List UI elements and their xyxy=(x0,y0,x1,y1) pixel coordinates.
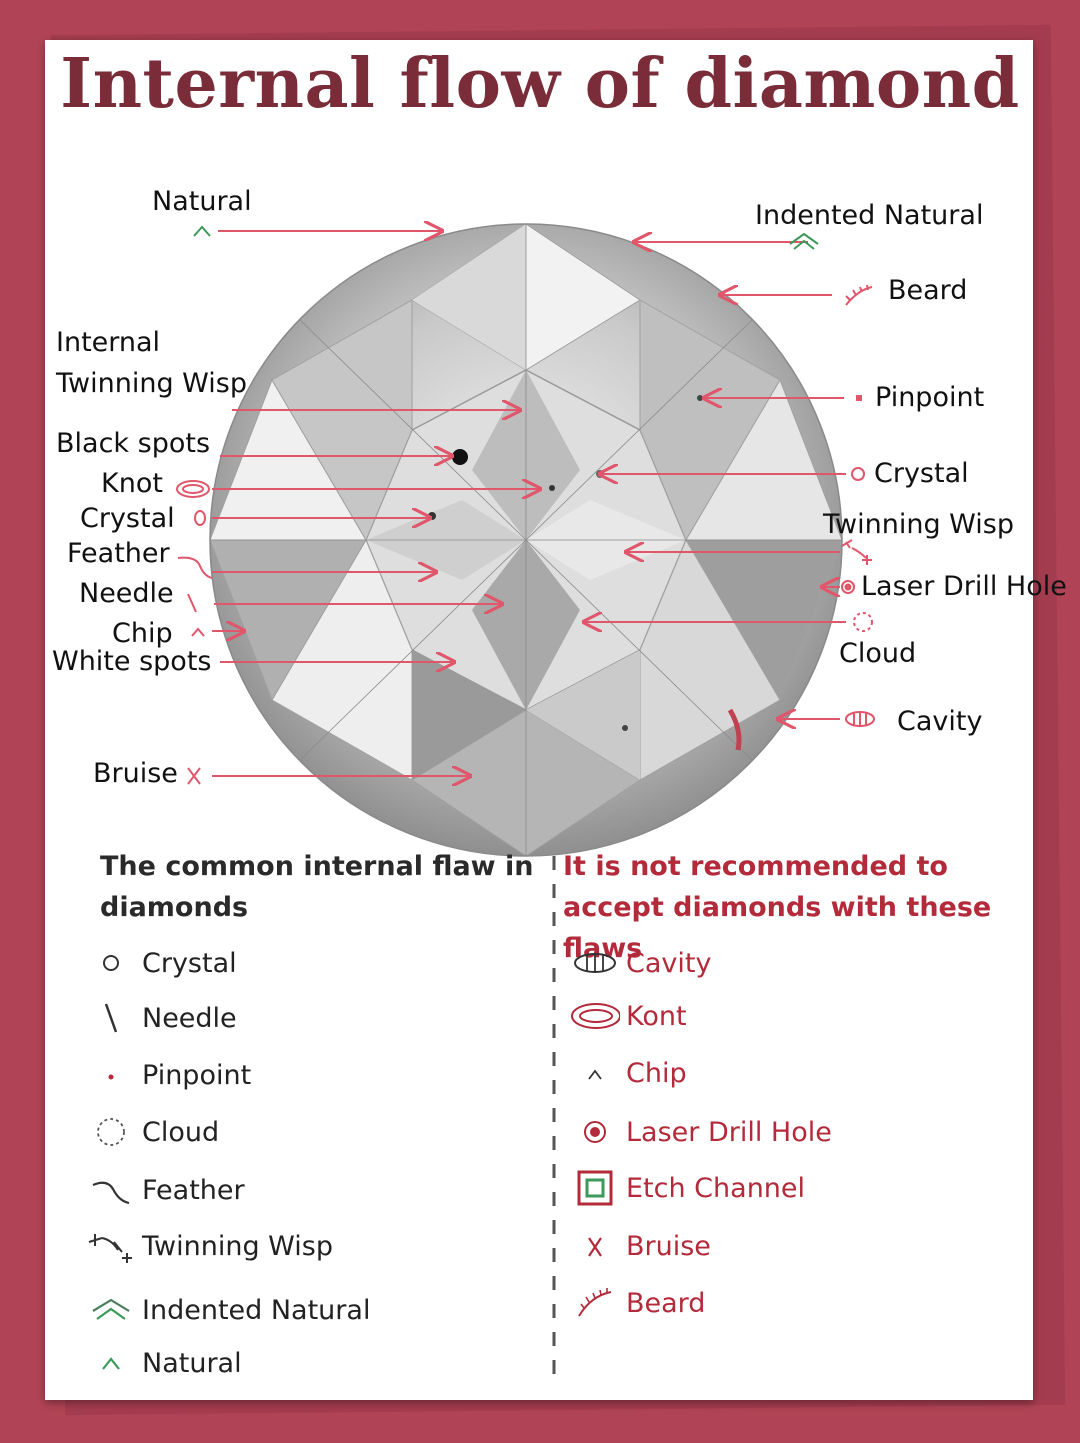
natural-icon xyxy=(86,1343,136,1383)
legend-item-crystal xyxy=(86,943,237,983)
legend-item-chip xyxy=(570,1053,687,1093)
legend-label: Twinning Wisp xyxy=(142,1230,333,1262)
legend-label: Crystal xyxy=(142,947,237,979)
legend-label: Natural xyxy=(142,1347,242,1379)
pinpoint-icon xyxy=(86,1055,136,1095)
label-crystal-left: Crystal xyxy=(80,503,175,534)
etch-channel-icon xyxy=(570,1168,620,1208)
label-twinning-wisp-right: Twinning Wisp xyxy=(823,509,1014,540)
legend-item-twinning-wisp xyxy=(86,1226,333,1266)
laser-drill-hole-icon xyxy=(570,1112,620,1152)
legend-item-etch-channel xyxy=(570,1168,805,1208)
cavity-icon xyxy=(570,943,620,983)
label-twinning-wisp-left: Twinning Wisp xyxy=(56,368,247,399)
legend-item-bruise xyxy=(570,1226,711,1266)
legend-label: Etch Channel xyxy=(626,1172,806,1204)
section-divider xyxy=(548,856,560,1386)
indented-natural-icon xyxy=(86,1290,136,1330)
legend-item-pinpoint xyxy=(86,1055,251,1095)
legend-label: Bruise xyxy=(626,1230,711,1262)
label-internal: Internal xyxy=(56,327,161,358)
label-chip: Chip xyxy=(112,618,173,649)
twinning-wisp-icon xyxy=(86,1226,136,1266)
legend-item-cavity xyxy=(570,943,711,983)
legend-label: Feather xyxy=(142,1174,245,1206)
label-beard: Beard xyxy=(888,275,968,306)
legend-item-feather xyxy=(86,1170,245,1210)
label-feather: Feather xyxy=(67,538,170,569)
label-crystal-right: Crystal xyxy=(874,458,969,489)
label-pinpoint: Pinpoint xyxy=(875,382,985,413)
legend-label: Kont xyxy=(626,1000,687,1032)
beard-icon xyxy=(570,1283,620,1323)
legend-item-needle xyxy=(86,998,237,1038)
diamond-image xyxy=(210,224,842,856)
legend-label: Beard xyxy=(626,1287,706,1319)
label-needle: Needle xyxy=(79,578,174,609)
label-cloud: Cloud xyxy=(839,638,917,669)
legend-label: Chip xyxy=(626,1057,687,1089)
label-natural: Natural xyxy=(152,186,252,217)
legend-label: Indented Natural xyxy=(142,1294,371,1326)
bruise-icon xyxy=(570,1226,620,1266)
legend-item-laser-drill-hole xyxy=(570,1112,832,1152)
page-title: Internal flow of diamond xyxy=(60,44,1020,124)
legend-item-knot xyxy=(570,996,687,1036)
legend-label: Pinpoint xyxy=(142,1059,252,1091)
label-bruise: Bruise xyxy=(93,758,178,789)
legend-label: Cloud xyxy=(142,1116,220,1148)
cloud-icon xyxy=(86,1112,136,1152)
needle-icon xyxy=(86,998,136,1038)
label-laser-drill-hole: Laser Drill Hole xyxy=(861,571,1067,602)
label-black-spots: Black spots xyxy=(56,428,211,459)
legend-item-beard xyxy=(570,1283,705,1323)
not-recommended-heading: It is not recommended to accept diamonds with these flaws xyxy=(563,851,992,964)
legend-item-cloud xyxy=(86,1112,219,1152)
legend-item-natural xyxy=(86,1343,242,1383)
legend-label: Needle xyxy=(142,1002,237,1034)
legend-label: Cavity xyxy=(626,947,712,979)
crystal-icon xyxy=(86,943,136,983)
label-knot: Knot xyxy=(101,468,163,499)
legend-item-indented-natural xyxy=(86,1290,370,1330)
chip-icon xyxy=(570,1053,620,1093)
common-flaws-heading: The common internal flaw in diamonds xyxy=(100,851,534,923)
label-indented-natural: Indented Natural xyxy=(755,200,984,231)
label-white-spots: White spots xyxy=(52,646,212,677)
feather-icon xyxy=(86,1170,136,1210)
legend-label: Laser Drill Hole xyxy=(626,1116,832,1148)
knot-icon xyxy=(570,996,620,1036)
label-cavity: Cavity xyxy=(897,706,983,737)
